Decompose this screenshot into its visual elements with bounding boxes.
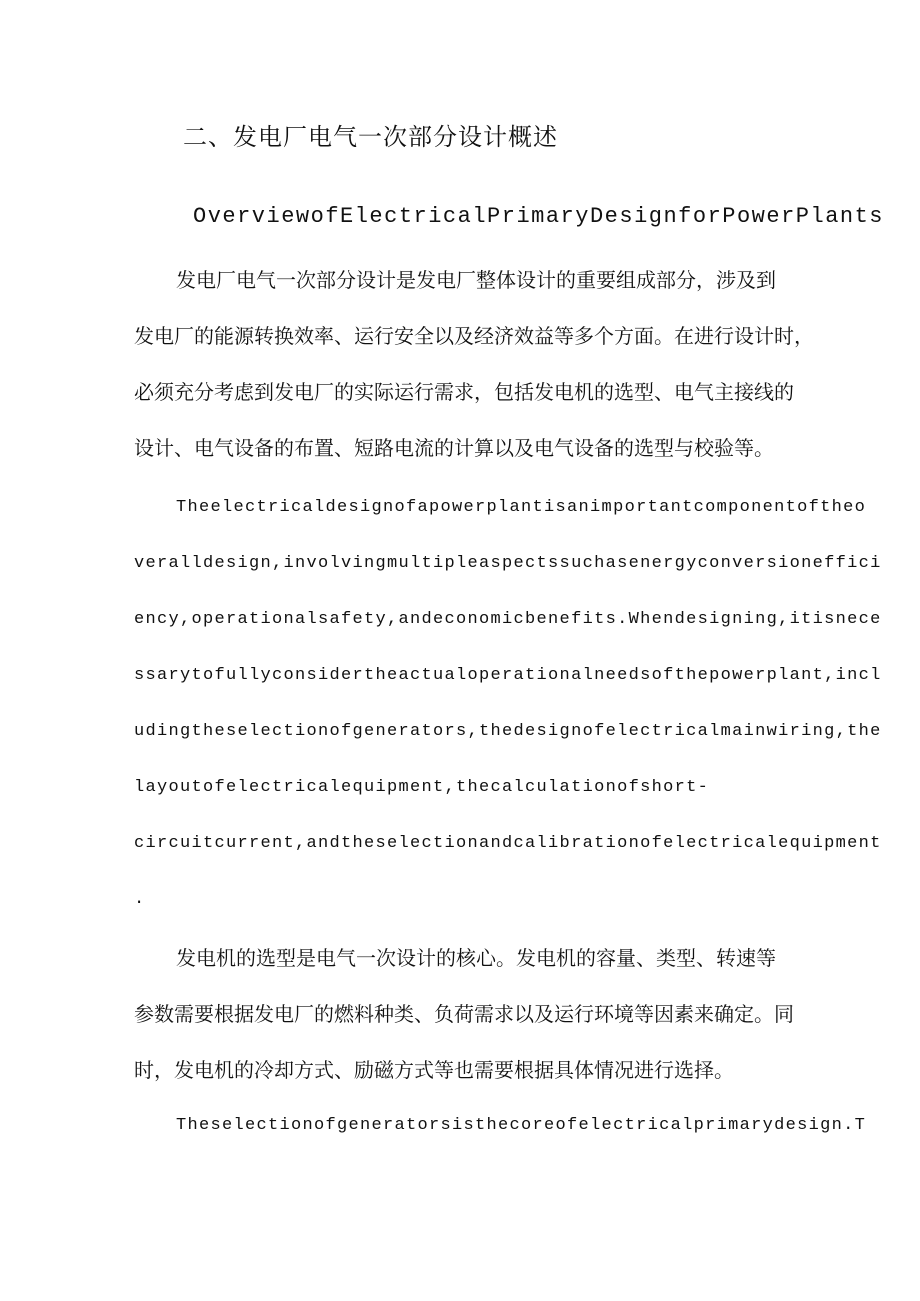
paragraph-line: 发电厂电气一次部分设计是发电厂整体设计的重要组成部分，涉及到 [176, 268, 776, 292]
paragraph-line: Theelectricaldesignofapowerplantisanimportantcomponentoftheo [176, 498, 867, 517]
paragraph-line: Theselectionofgeneratorsisthecoreofelectricalprimarydesign.T [176, 1116, 867, 1135]
paragraph-line: 发电厂的能源转换效率、运行安全以及经济效益等多个方面。在进行设计时， [134, 324, 814, 348]
paragraph-line: 时，发电机的冷却方式、励磁方式等也需要根据具体情况进行选择。 [134, 1058, 734, 1082]
paragraph-chinese-2 [134, 930, 794, 1098]
paragraph-english-2 [134, 1098, 867, 1154]
paragraph-line: ssarytofullyconsidertheactualoperationalneedsofthepowerplant,incl [134, 666, 882, 685]
paragraph-line: 必须充分考虑到发电厂的实际运行需求，包括发电机的选型、电气主接线的 [134, 380, 794, 404]
paragraph-line: . [134, 890, 146, 909]
paragraph-line: udingtheselectionofgenerators,thedesignofelectricalmainwiring,the [134, 722, 882, 741]
section-heading: 二、发电厂电气一次部分设计概述 [183, 123, 558, 151]
paragraph-line: 设计、电气设备的布置、短路电流的计算以及电气设备的选型与校验等。 [134, 436, 774, 460]
paragraph-english-1 [134, 480, 882, 928]
section-subheading-english: OverviewofElectricalPrimaryDesignforPowerPlants [193, 204, 885, 229]
paragraph-chinese-1 [134, 252, 814, 476]
paragraph-line: circuitcurrent,andtheselectionandcalibrationofelectricalequipment [134, 834, 882, 853]
paragraph-line: 参数需要根据发电厂的燃料种类、负荷需求以及运行环境等因素来确定。同 [134, 1002, 794, 1026]
paragraph-line: veralldesign,involvingmultipleaspectssuchasenergyconversioneffici [134, 554, 882, 573]
paragraph-line: layoutofelectricalequipment,thecalculationofshort- [134, 778, 710, 797]
paragraph-line: ency,operationalsafety,andeconomicbenefits.Whendesigning,itisnece [134, 610, 882, 629]
paragraph-line: 发电机的选型是电气一次设计的核心。发电机的容量、类型、转速等 [176, 946, 776, 970]
